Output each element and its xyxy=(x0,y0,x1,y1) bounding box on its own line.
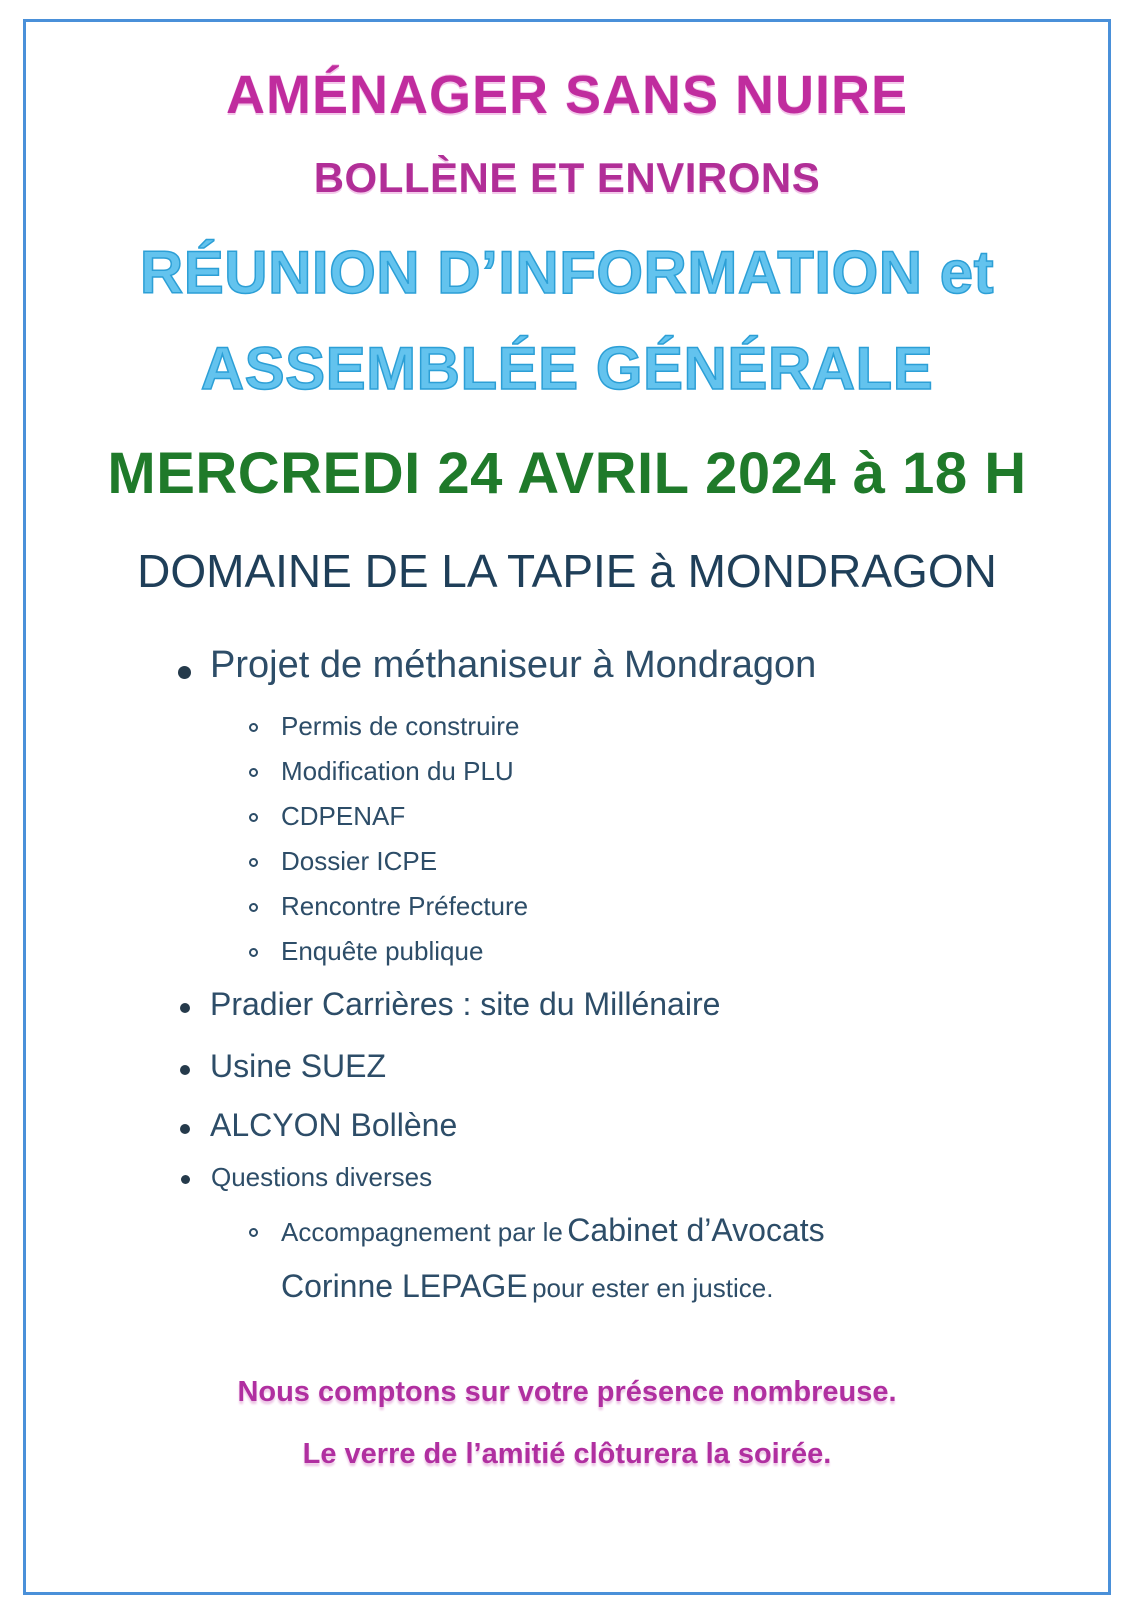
event-title-line1: RÉUNION D’INFORMATION et xyxy=(139,239,995,306)
poster-frame xyxy=(23,19,1111,1595)
agenda-item-label: Pradier Carrières : site du Millénaire xyxy=(210,986,721,1022)
bullet-dot-icon xyxy=(180,1003,190,1013)
circle-bullet-icon xyxy=(249,858,258,867)
agenda-subitem-label: Permis de construire xyxy=(281,711,520,741)
event-title-line2: ASSEMBLÉE GÉNÉRALE xyxy=(200,335,934,402)
circle-bullet-icon xyxy=(249,903,258,912)
accompaniment-suffix: pour ester en justice. xyxy=(532,1273,774,1303)
location-subtitle: BOLLÈNE ET ENVIRONS xyxy=(313,154,821,201)
bullet-dot-icon xyxy=(178,666,191,679)
agenda-subitem-line1 xyxy=(281,1212,825,1249)
circle-bullet-icon xyxy=(249,948,258,957)
agenda-item-label: ALCYON Bollène xyxy=(210,1107,458,1143)
agenda-item-label: Questions diverses xyxy=(211,1162,433,1192)
agenda-subitem-label: Dossier ICPE xyxy=(281,846,438,876)
organization-title: AMÉNAGER SANS NUIRE xyxy=(225,65,909,125)
agenda-item-label: Projet de méthaniseur à Mondragon xyxy=(210,644,817,686)
bullet-dot-icon xyxy=(180,1124,190,1134)
agenda-subitem-label: Modification du PLU xyxy=(281,756,514,786)
agenda-list xyxy=(26,22,1108,1592)
law-firm-name: Cabinet d’Avocats xyxy=(567,1212,825,1248)
agenda-subitem-label: Enquête publique xyxy=(281,936,484,966)
agenda-item-label: Usine SUEZ xyxy=(210,1048,387,1084)
footer-line1: Nous comptons sur votre présence nombreuse. xyxy=(237,1376,897,1408)
event-date-time: MERCREDI 24 AVRIL 2024 à 18 H xyxy=(107,441,1027,506)
footer-line2: Le verre de l’amitié clôturera la soirée. xyxy=(302,1438,832,1470)
event-venue: DOMAINE DE LA TAPIE à MONDRAGON xyxy=(137,545,997,597)
accompaniment-prefix: Accompagnement par le xyxy=(281,1217,563,1247)
lawyer-name: Corinne LEPAGE xyxy=(281,1268,528,1304)
circle-bullet-icon xyxy=(249,768,258,777)
bullet-dot-icon xyxy=(181,1175,190,1184)
bullet-dot-icon xyxy=(180,1065,190,1075)
agenda-subitem-line2 xyxy=(281,1268,773,1305)
circle-bullet-icon xyxy=(249,1228,258,1237)
agenda-subitem-label: CDPENAF xyxy=(281,801,406,831)
circle-bullet-icon xyxy=(249,813,258,822)
circle-bullet-icon xyxy=(249,723,258,732)
agenda-subitem-label: Rencontre Préfecture xyxy=(281,891,529,921)
